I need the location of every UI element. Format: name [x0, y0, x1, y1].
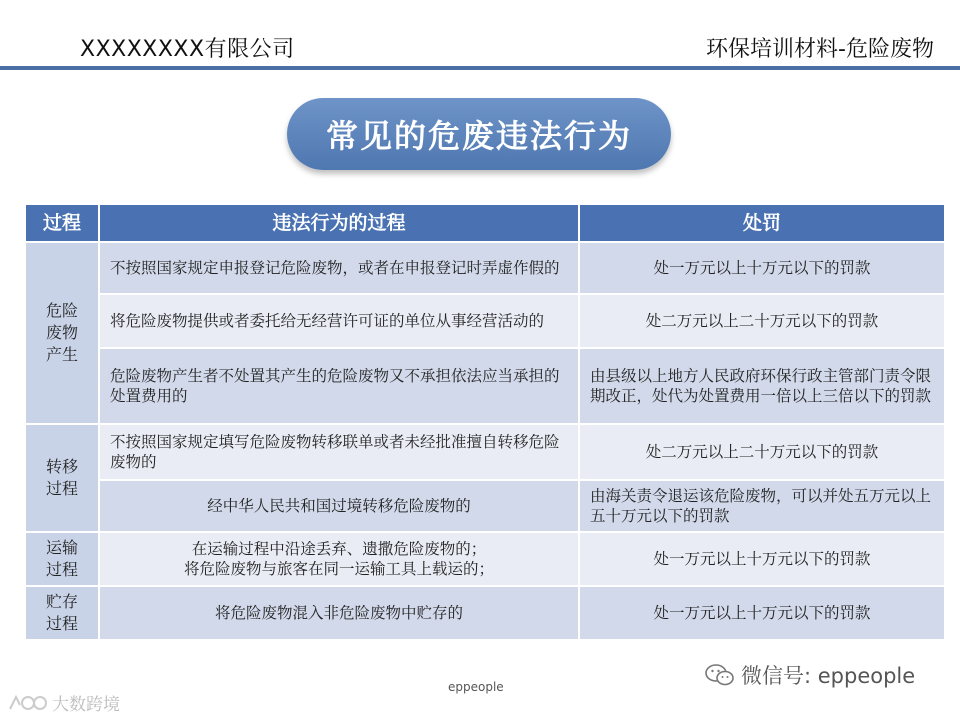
- violation-cell: 将危险废物混入非危险废物中贮存的: [99, 586, 579, 640]
- footer-label: eppeople: [448, 680, 504, 694]
- wechat-icon: [705, 663, 735, 687]
- table-row: [25, 348, 945, 424]
- violation-cell: 在运输过程中沿途丢弃、遗撒危险废物的； 将危险废物与旅客在同一运输工具上载运的；: [99, 532, 579, 586]
- process-cell-storage: 贮存 过程: [25, 586, 99, 640]
- penalty-cell: 处二万元以上二十万元以下的罚款: [579, 294, 945, 348]
- table-header-row: [25, 204, 945, 242]
- column-header-process: 过程: [25, 204, 99, 242]
- penalty-cell: 处一万元以上十万元以下的罚款: [579, 242, 945, 294]
- penalty-cell: 处一万元以上十万元以下的罚款: [579, 532, 945, 586]
- slide-header: [0, 0, 960, 68]
- wechat-id: 微信号: eppeople: [741, 664, 916, 688]
- document-title: 环保培训材料-危险废物: [706, 37, 934, 62]
- table-row: [25, 294, 945, 348]
- watermark: [8, 690, 120, 715]
- violation-cell: 危险废物产生者不处置其产生的危险废物又不承担依法应当承担的处置费用的: [99, 348, 579, 424]
- violation-cell: 将危险废物提供或者委托给无经营许可证的单位从事经营活动的: [99, 294, 579, 348]
- column-header-penalty: 处罚: [579, 204, 945, 242]
- violation-cell: 经中华人民共和国过境转移危险废物的: [99, 480, 579, 532]
- column-header-violation: 违法行为的过程: [99, 204, 579, 242]
- header-divider: [0, 66, 960, 70]
- violations-table: [24, 203, 946, 641]
- violation-cell: 不按照国家规定申报登记危险废物，或者在申报登记时弄虚作假的: [99, 242, 579, 294]
- process-cell-generation: 危险 废物 产生: [25, 242, 99, 424]
- company-name: XXXXXXXX有限公司: [80, 37, 295, 62]
- penalty-cell: 处二万元以上二十万元以下的罚款: [579, 424, 945, 480]
- penalty-cell: 由海关责令退运该危险废物，可以并处五万元以上五十万元以下的罚款: [579, 480, 945, 532]
- table-row: [25, 586, 945, 640]
- watermark-text: 大数跨境: [52, 695, 120, 715]
- penalty-cell: 处一万元以上十万元以下的罚款: [579, 586, 945, 640]
- slide-title: 常见的危废违法行为: [287, 98, 671, 170]
- wechat-badge: [705, 660, 915, 690]
- table-row: [25, 242, 945, 294]
- watermark-logo-icon: [8, 693, 48, 713]
- table-row: [25, 480, 945, 532]
- penalty-cell: 由县级以上地方人民政府环保行政主管部门责令限期改正，处代为处置费用一倍以上三倍以下的罚款: [579, 348, 945, 424]
- process-cell-transport: 运输 过程: [25, 532, 99, 586]
- table-row: [25, 424, 945, 480]
- table-row: [25, 532, 945, 586]
- process-cell-transfer: 转移 过程: [25, 424, 99, 532]
- violation-cell: 不按照国家规定填写危险废物转移联单或者未经批准擅自转移危险废物的: [99, 424, 579, 480]
